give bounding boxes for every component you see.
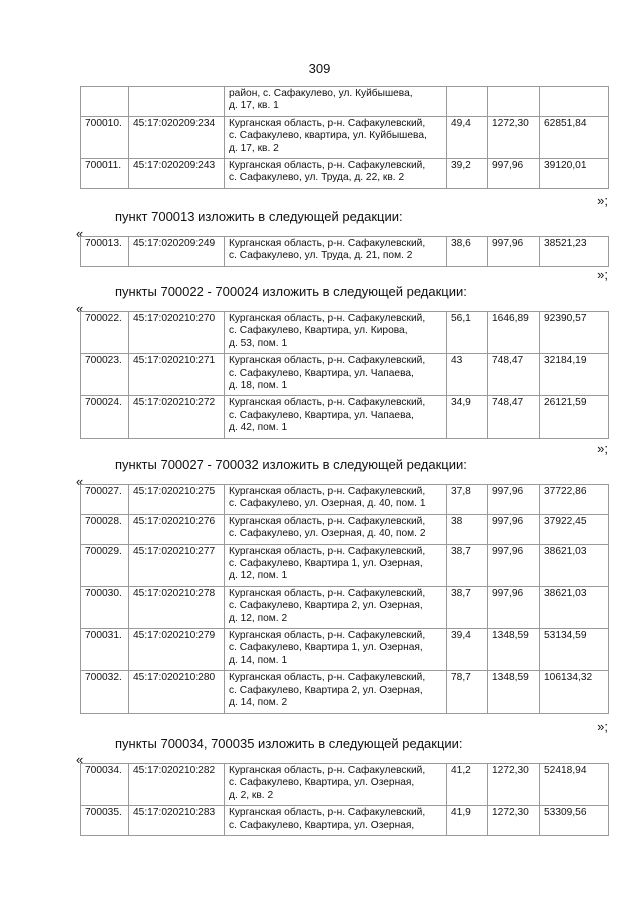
cadastral-value-cell: 38621,03 [540,544,609,586]
cadastral-number-cell: 45:17:020210:280 [129,671,225,713]
register-table-1 [80,86,609,189]
address-line: с. Сафакулево, Квартира, ул. Чапаева, [229,367,414,379]
address-line: Курганская область, р-н. Сафакулевский, [229,355,426,367]
opening-quote: « [76,226,84,241]
address-line: Курганская область, р-н. Сафакулевский, [229,160,426,172]
specific-value-cell: 748,47 [488,354,540,396]
address-line: д. 2, кв. 2 [229,789,274,801]
cadastral-value-cell: 38521,23 [540,237,609,267]
specific-value-cell [488,87,540,117]
address-line: Курганская область, р-н. Сафакулевский, [229,672,426,684]
instruction-text: пункты 700022 - 700024 изложить в следующей редакции: [115,284,467,299]
address-line: д. 42, пом. 1 [229,422,288,434]
cadastral-value-cell: 62851,84 [540,116,609,158]
item-number-cell: 700027. [81,485,129,515]
specific-value-cell: 1348,59 [488,671,540,713]
table-row [81,806,609,836]
cadastral-value-cell: 26121,59 [540,396,609,438]
address-line: район, с. Сафакулево, ул. Куйбышева, [229,88,413,99]
table-row [81,485,609,515]
register-table-2 [80,236,609,267]
address-line: Курганская область, р-н. Сафакулевский, [229,587,426,599]
item-number-cell: 700029. [81,544,129,586]
specific-value-cell: 1348,59 [488,629,540,671]
table-row [81,312,609,354]
cadastral-number-cell: 45:17:020210:277 [129,544,225,586]
instruction-text: пункты 700027 - 700032 изложить в следующей редакции: [115,457,467,472]
item-number-cell: 700034. [81,764,129,806]
cadastral-value-cell: 32184,19 [540,354,609,396]
area-cell: 78,7 [447,671,488,713]
cadastral-number-cell: 45:17:020210:272 [129,396,225,438]
address-line: д. 18, пом. 1 [229,380,288,392]
area-cell: 41,9 [447,806,488,836]
area-cell: 41,2 [447,764,488,806]
item-number-cell: 700031. [81,629,129,671]
table-row [81,159,609,189]
specific-value-cell: 997,96 [488,485,540,515]
area-cell: 56,1 [447,312,488,354]
address-cell [225,237,447,267]
table-row [81,764,609,806]
address-cell [225,544,447,586]
specific-value-cell: 1646,89 [488,312,540,354]
address-line: с. Сафакулево, Квартира, ул. Чапаева, [229,409,414,421]
address-line: Курганская область, р-н. Сафакулевский, [229,238,426,249]
area-cell: 38,7 [447,544,488,586]
cadastral-number-cell: 45:17:020210:282 [129,764,225,806]
table-row [81,396,609,438]
address-line: с. Сафакулево, ул. Озерная, д. 40, пом. 1 [229,498,426,510]
address-line: д. 12, пом. 2 [229,612,288,624]
address-cell [225,764,447,806]
address-line: Курганская область, р-н. Сафакулевский, [229,486,426,497]
address-line: д. 14, пом. 2 [229,697,288,709]
table-row [81,237,609,267]
cadastral-value-cell: 53309,56 [540,806,609,836]
register-table-5 [80,763,609,836]
address-cell [225,354,447,396]
specific-value-cell: 1272,30 [488,116,540,158]
item-number-cell: 700010. [81,116,129,158]
instruction-text: пункты 700034, 700035 изложить в следующей редакции: [115,736,463,751]
item-number-cell: 700022. [81,312,129,354]
address-line: с. Сафакулево, Квартира 1, ул. Озерная, [229,642,423,654]
address-cell [225,514,447,544]
area-cell: 43 [447,354,488,396]
area-cell: 39,2 [447,159,488,189]
address-cell [225,671,447,713]
cadastral-value-cell: 37922,45 [540,514,609,544]
address-line: с. Сафакулево, ул. Труда, д. 22, кв. 2 [229,172,405,184]
item-number-cell: 700023. [81,354,129,396]
item-number-cell: 700024. [81,396,129,438]
closing-quote: »; [597,719,608,734]
closing-quote: »; [597,267,608,282]
cadastral-value-cell [540,87,609,117]
address-cell [225,396,447,438]
page-number: 309 [308,61,331,76]
item-number-cell: 700035. [81,806,129,836]
address-line: с. Сафакулево, Квартира, ул. Озерная, [229,777,415,789]
table-row [81,116,609,158]
cadastral-number-cell: 45:17:020209:243 [129,159,225,189]
area-cell: 39,4 [447,629,488,671]
table-row [81,354,609,396]
cadastral-number-cell: 45:17:020210:279 [129,629,225,671]
address-cell [225,312,447,354]
address-cell [225,586,447,628]
cadastral-number-cell: 45:17:020209:234 [129,116,225,158]
cadastral-number-cell [129,87,225,117]
cadastral-value-cell: 53134,59 [540,629,609,671]
area-cell: 49,4 [447,116,488,158]
cadastral-number-cell: 45:17:020210:278 [129,586,225,628]
cadastral-value-cell: 39120,01 [540,159,609,189]
address-cell [225,87,447,117]
cadastral-number-cell: 45:17:020210:270 [129,312,225,354]
table-row [81,544,609,586]
closing-quote: »; [597,193,608,208]
address-line: с. Сафакулево, квартира, ул. Куйбышева, [229,130,427,142]
cadastral-value-cell: 37722,86 [540,485,609,515]
item-number-cell: 700032. [81,671,129,713]
address-line: д. 53, пом. 1 [229,337,288,349]
cadastral-number-cell: 45:17:020209:249 [129,237,225,267]
cadastral-value-cell: 38621,03 [540,586,609,628]
address-line: с. Сафакулево, Квартира, ул. Кирова, [229,325,408,337]
specific-value-cell: 997,96 [488,544,540,586]
table-row [81,671,609,713]
address-cell [225,629,447,671]
area-cell: 34,9 [447,396,488,438]
address-line: Курганская область, р-н. Сафакулевский, [229,117,426,129]
address-line: Курганская область, р-н. Сафакулевский, [229,397,426,409]
specific-value-cell: 1272,30 [488,806,540,836]
address-line: с. Сафакулево, Квартира, ул. Озерная, [229,819,415,831]
closing-quote: »; [597,441,608,456]
address-line: Курганская область, р-н. Сафакулевский, [229,545,426,557]
address-cell [225,485,447,515]
area-cell: 38 [447,514,488,544]
address-line: Курганская область, р-н. Сафакулевский, [229,765,426,776]
cadastral-value-cell: 52418,94 [540,764,609,806]
cadastral-number-cell: 45:17:020210:283 [129,806,225,836]
specific-value-cell: 997,96 [488,586,540,628]
cadastral-number-cell: 45:17:020210:276 [129,514,225,544]
address-line: Курганская область, р-н. Сафакулевский, [229,313,426,324]
address-line: Курганская область, р-н. Сафакулевский, [229,515,426,527]
address-line: с. Сафакулево, ул. Озерная, д. 40, пом. 2 [229,528,426,540]
address-line: д. 12, пом. 1 [229,570,288,582]
specific-value-cell: 997,96 [488,159,540,189]
opening-quote: « [76,474,84,489]
address-line: с. Сафакулево, Квартира 2, ул. Озерная, [229,684,423,696]
cadastral-number-cell: 45:17:020210:275 [129,485,225,515]
area-cell: 38,7 [447,586,488,628]
area-cell [447,87,488,117]
specific-value-cell: 748,47 [488,396,540,438]
item-number-cell: 700030. [81,586,129,628]
address-line: Курганская область, р-н. Сафакулевский, [229,807,426,819]
address-cell [225,806,447,836]
address-cell [225,116,447,158]
address-line: с. Сафакулево, Квартира 1, ул. Озерная, [229,558,423,570]
specific-value-cell: 997,96 [488,514,540,544]
table-row [81,586,609,628]
cadastral-number-cell: 45:17:020210:271 [129,354,225,396]
register-table-3 [80,311,609,439]
address-line: д. 17, кв. 1 [229,100,279,112]
instruction-text: пункт 700013 изложить в следующей редакции: [115,209,403,224]
opening-quote: « [76,752,84,767]
address-line: с. Сафакулево, ул. Труда, д. 21, пом. 2 [229,250,413,262]
item-number-cell: 700028. [81,514,129,544]
item-number-cell: 700013. [81,237,129,267]
address-line: д. 17, кв. 2 [229,142,279,154]
specific-value-cell: 1272,30 [488,764,540,806]
address-line: Курганская область, р-н. Сафакулевский, [229,630,426,642]
address-line: с. Сафакулево, Квартира 2, ул. Озерная, [229,600,423,612]
area-cell: 38,6 [447,237,488,267]
address-cell [225,159,447,189]
cadastral-value-cell: 92390,57 [540,312,609,354]
table-row [81,514,609,544]
table-row [81,629,609,671]
item-number-cell: 700011. [81,159,129,189]
cadastral-value-cell: 106134,32 [540,671,609,713]
address-line: д. 14, пом. 1 [229,654,288,666]
specific-value-cell: 997,96 [488,237,540,267]
opening-quote: « [76,301,84,316]
item-number-cell [81,87,129,117]
register-table-4 [80,484,609,714]
area-cell: 37,8 [447,485,488,515]
table-row [81,87,609,117]
